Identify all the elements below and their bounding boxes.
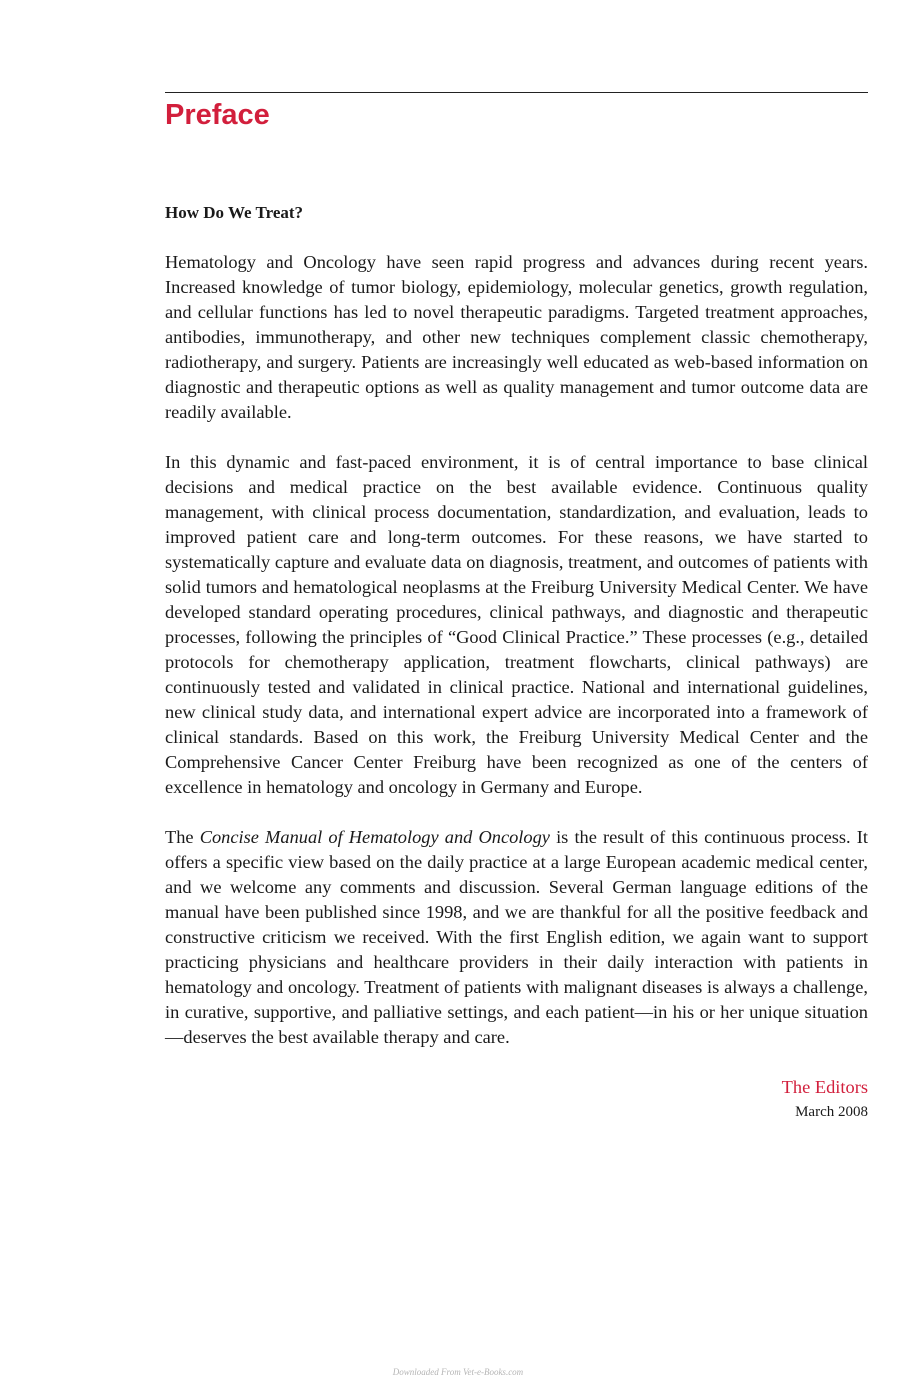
paragraph-3 <box>165 825 868 1050</box>
section-subheading: How Do We Treat? <box>165 203 304 222</box>
preface-body <box>165 200 868 1124</box>
paragraph-2: In this dynamic and fast-paced environment, it is of central importance to base clinical decisions and medical practice on the best available evidence. Continuous quality management, with clinical process documentation, standardization, and evaluation, leads to improved patient care and long-term outcomes. For these reasons, we have started to systematically capture and evaluate data on diagnosis, treatment, and outcomes of patients with solid tumors and hematological neoplasms at the Freiburg University Medical Center. We have developed standard operating procedures, clinical pathways, and diagnostic and therapeutic processes, following the principles of “Good Clinical Practice.” These processes (e.g., detailed protocols for chemotherapy application, treatment flowcharts, clinical pathways) are continuously tested and validated in clinical practice. National and international guidelines, new clinical study data, and international expert advice are incorporated into a framework of clinical standards. Based on this work, the Freiburg University Medical Center and the Comprehensive Cancer Center Freiburg have been recognized as one of the centers of excellence in hematology and oncology in Germany and Europe. <box>165 452 868 797</box>
header-rule <box>165 92 868 93</box>
download-watermark: Downloaded From Vet-e-Books.com <box>392 1367 524 1377</box>
paragraph-3-lead: The <box>165 827 200 847</box>
book-title: Concise Manual of Hematology and Oncology <box>199 827 550 847</box>
signature-editors: The Editors <box>781 1077 868 1097</box>
signature-date: March 2008 <box>795 1104 868 1120</box>
signature-block <box>165 1075 868 1124</box>
page-title: Preface <box>165 99 270 131</box>
paragraph-1: Hematology and Oncology have seen rapid progress and advances during recent years. Increased knowledge of tumor biology, epidemiology, molecular genetics, growth regulation, and cellular functions has led to novel therapeutic paradigms. Targeted treatment approaches, antibodies, immunotherapy, and other new techniques complement classic chemotherapy, radiotherapy, and surgery. Patients are increasingly well educated as web-based information on diagnostic and therapeutic options as well as quality management and tumor outcome data are readily available. <box>165 252 868 422</box>
paragraph-3-body: is the result of this continuous process. It offers a specific view based on the daily practice at a large European academic medical center, and we welcome any comments and discussion. Several German language editions of the manual have been published since 1998, and we are thankful for all the positive feedback and constructive criticism we received. With the first English edition, we again want to support practicing physicians and healthcare providers in their daily interaction with patients in hematology and oncology. Treatment of patients with malignant diseases is always a challenge, in curative, supportive, and palliative settings, and each patient—in his or her unique situation—deserves the best available therapy and care. <box>165 827 868 1047</box>
